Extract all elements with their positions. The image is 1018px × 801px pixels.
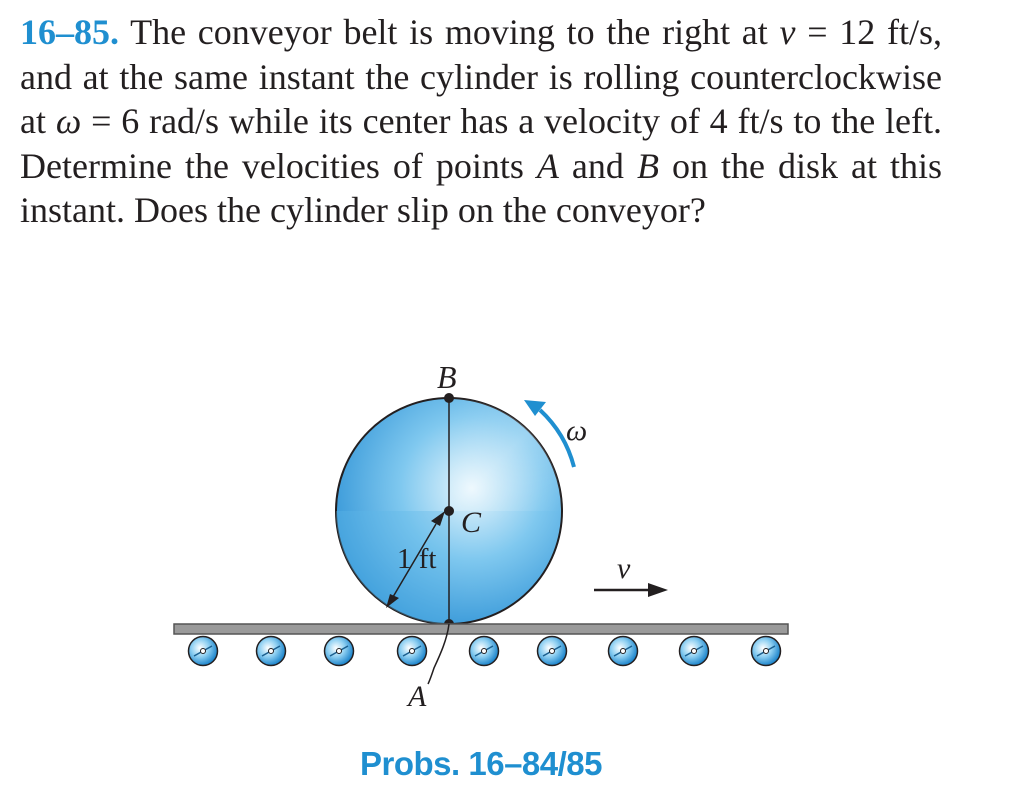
conveyor-belt [174, 624, 788, 634]
problem-text-1: The conveyor belt is moving to the right at [119, 12, 780, 52]
problem-text-5: on the disk at this instant. Does the cylinder slip on the conveyor? [20, 145, 942, 230]
label-a: A [408, 680, 427, 713]
roller [325, 637, 354, 666]
symbol-v: v [779, 12, 796, 52]
roller [752, 637, 781, 666]
velocity-arrow [594, 583, 668, 597]
roller [470, 637, 499, 666]
label-omega: ω [566, 414, 588, 447]
label-c: C [461, 506, 482, 539]
rollers [189, 637, 781, 666]
roller [538, 637, 567, 666]
problem-text-4: and [558, 145, 637, 186]
point-c-dot [444, 506, 454, 516]
roller [189, 637, 218, 666]
figure-caption: Probs. 16–84/85 [360, 745, 602, 782]
symbol-a: A [536, 145, 559, 186]
problem-text-3: = 6 rad/s while its center has a velocity of 4 ft/s to the left. Determine the velocities of points [20, 101, 942, 186]
label-b: B [437, 359, 457, 395]
problem-number: 16–85. [20, 12, 119, 52]
roller [398, 637, 427, 666]
symbol-b: B [636, 145, 659, 186]
problem-text-2: = 12 ft/s, and at the same instant the cylinder is rolling counterclockwise at [20, 12, 942, 141]
roller [609, 637, 638, 666]
roller [257, 637, 286, 666]
radius-label: 1 ft [397, 543, 437, 575]
symbol-omega: ω [55, 101, 82, 141]
label-v: v [617, 552, 631, 585]
roller [680, 637, 709, 666]
